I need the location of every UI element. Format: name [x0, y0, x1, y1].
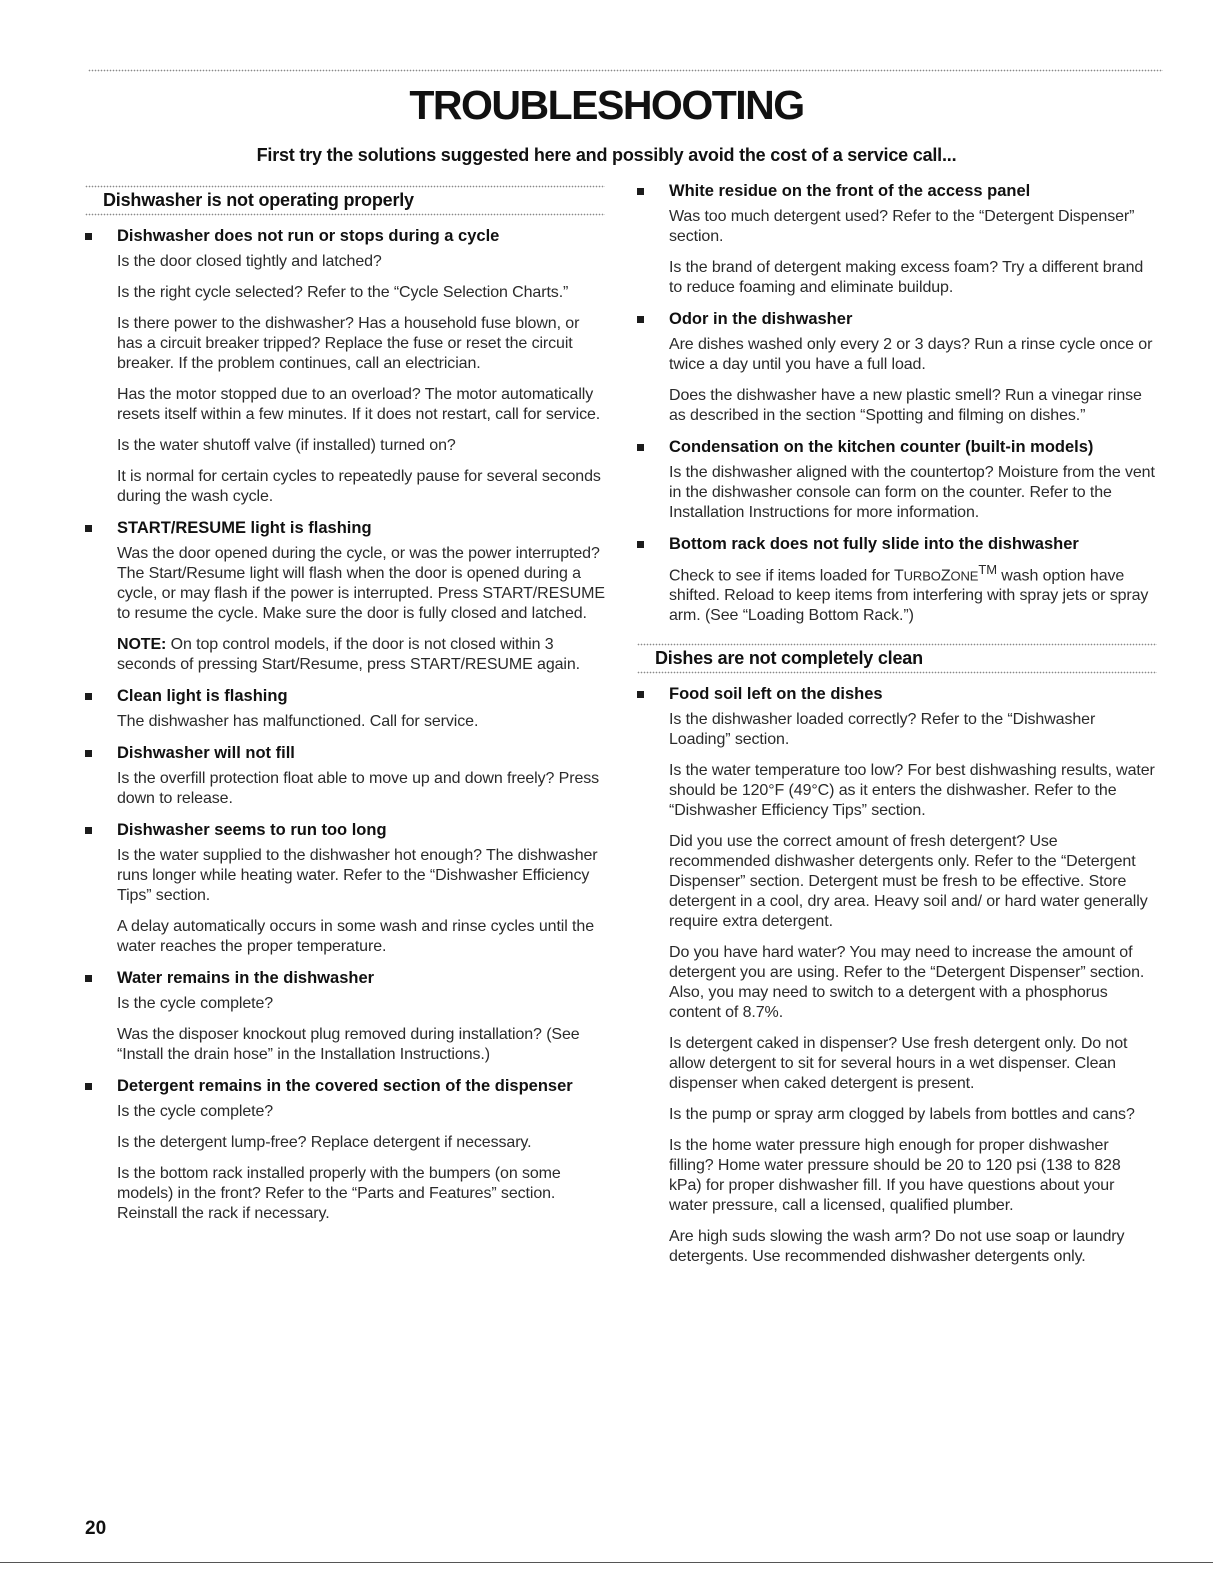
item-paragraph: Is the water temperature too low? For best dishwashing results, water should be 120°F (49°C) as it enters the dishwasher. Refer to the “Dishwasher Efficiency Tips” section.: [669, 762, 1155, 820]
item-paragraph: Is the dishwasher aligned with the countertop? Moisture from the vent in the dishwasher console can form on the counter. Refer to the Installation Instructions for more information.: [669, 464, 1155, 521]
trademark-mark: TM: [978, 562, 997, 577]
troubleshooting-item: [637, 684, 1157, 1267]
item-paragraph: Is the cycle complete?: [117, 995, 274, 1012]
item-title: Dishwasher does not run or stops during a cycle: [117, 227, 500, 245]
item-title: Food soil left on the dishes: [669, 685, 883, 704]
top-dotted-rule: [88, 69, 1163, 72]
section-title: Dishes are not completely clean: [655, 648, 923, 669]
note-text: On top control models, if the door is not closed within 3 seconds of pressing Start/Resume, press START/RESUME again.: [117, 636, 581, 673]
item-paragraph: Is the detergent lump-free? Replace detergent if necessary.: [117, 1134, 532, 1151]
item-paragraph: A delay automatically occurs in some wash and rinse cycles until the water reaches the proper temperature.: [117, 918, 594, 955]
item-title: White residue on the front of the access panel: [669, 182, 1031, 200]
troubleshooting-item: [85, 1076, 605, 1224]
item-title: Odor in the dishwasher: [669, 310, 853, 328]
page-number: 20: [85, 1518, 107, 1539]
item-title: Dishwasher will not fill: [117, 744, 295, 762]
troubleshooting-item: [85, 743, 605, 809]
item-paragraph: Was too much detergent used? Refer to the “Detergent Dispenser” section.: [669, 208, 1135, 245]
item-title: Bottom rack does not fully slide into the dishwasher: [669, 535, 1079, 553]
item-paragraph: Is the water shutoff valve (if installed) turned on?: [117, 437, 456, 454]
troubleshooting-item: [637, 181, 1157, 298]
item-paragraph: Did you use the correct amount of fresh detergent? Use recommended dishwasher detergents only. Refer to the “Detergent Dispenser” section. Detergent must be fresh to be effective. Store detergent in a cool, dry area. Heavy soil and/ or hard water generally require extra detergent.: [669, 833, 1148, 931]
square-bullet-icon: [85, 750, 92, 757]
text-run: Z: [940, 567, 951, 585]
item-paragraph: It is normal for certain cycles to repeatedly pause for several seconds during the wash cycle.: [117, 468, 601, 505]
item-paragraph: Is the overfill protection float able to move up and down freely? Press down to release.: [117, 770, 600, 807]
square-bullet-icon: [85, 975, 92, 982]
page-subtitle: First try the solutions suggested here and possibly avoid the cost of a service call...: [256, 145, 957, 165]
page-title: TROUBLESHOOTING: [409, 82, 804, 128]
item-title: Condensation on the kitchen counter (built-in models): [669, 438, 1094, 456]
section-header: [637, 643, 1157, 674]
troubleshooting-item: [637, 309, 1157, 426]
item-paragraph: Was the disposer knockout plug removed during installation? (See “Install the drain hose” in the Installation Instructions.): [117, 1026, 580, 1063]
square-bullet-icon: [85, 1083, 92, 1090]
square-bullet-icon: [85, 525, 92, 532]
item-title: Detergent remains in the covered section of the dispenser: [117, 1077, 573, 1095]
item-paragraph: Is the water supplied to the dishwasher hot enough? The dishwasher runs longer while heating water. Refer to the “Dishwasher Efficiency Tips” section.: [117, 847, 598, 904]
item-paragraph: Are high suds slowing the wash arm? Do not use soap or laundry detergents. Use recommended dishwasher detergents only.: [669, 1228, 1125, 1266]
item-paragraph: Is there power to the dishwasher? Has a household fuse blown, or has a circuit breaker tripped? Replace the fuse or reset the circuit breaker. If the problem continues, call an electrician.: [117, 315, 580, 372]
item-paragraph: Is the bottom rack installed properly with the bumpers (on some models) in the front? Refer to the “Parts and Features” section. Reinstall the rack if necessary.: [117, 1165, 561, 1222]
troubleshooting-item: [637, 534, 1157, 626]
right-column: [637, 181, 1157, 1278]
square-bullet-icon: [85, 233, 92, 240]
dotted-rule: [85, 213, 605, 216]
section-title: Dishwasher is not operating properly: [103, 190, 414, 210]
smallcaps-run: URBO: [903, 568, 941, 584]
item-paragraph: Is detergent caked in dispenser? Use fresh detergent only. Do not allow detergent to sit for several hours in a wet dispenser. Clean dispenser when caked detergent is present.: [669, 1035, 1128, 1093]
square-bullet-icon: [637, 188, 644, 195]
item-paragraph: Is the dishwasher loaded correctly? Refer to the “Dishwasher Loading” section.: [669, 711, 1096, 749]
item-title: Water remains in the dishwasher: [117, 969, 375, 987]
square-bullet-icon: [85, 693, 92, 700]
troubleshooting-item: [85, 518, 605, 675]
troubleshooting-item: [637, 437, 1157, 523]
item-paragraph: Has the motor stopped due to an overload? The motor automatically resets itself within a few minutes. If it does not restart, call for service.: [117, 386, 601, 423]
section-header: [85, 185, 605, 216]
item-paragraph: Do you have hard water? You may need to increase the amount of detergent you are using. Refer to the “Detergent Dispenser” section. Also, you may need to switch to a detergent with a phosphorus content of 8.7%.: [669, 944, 1145, 1022]
text-run: wash option have shifted. Reload to keep items from interfering with spray jets or spray arm. (See “Loading Bottom Rack.”): [669, 567, 1149, 625]
item-title: Clean light is flashing: [117, 687, 288, 705]
item-paragraph: Is the brand of detergent making excess foam? Try a different brand to reduce foaming and eliminate buildup.: [669, 259, 1144, 296]
note-paragraph: [117, 635, 605, 675]
square-bullet-icon: [637, 444, 644, 451]
troubleshooting-item: [85, 820, 605, 957]
item-title: Dishwasher seems to run too long: [117, 821, 387, 839]
item-paragraph: [669, 560, 1157, 626]
item-paragraph: Was the door opened during the cycle, or was the power interrupted? The Start/Resume light will flash when the door is opened during a cycle, or may flash if the power is interrupted. Press START/RESUME to resume the cycle. Make sure the door is fully closed and latched.: [117, 545, 605, 622]
item-paragraph: Are dishes washed only every 2 or 3 days? Run a rinse cycle once or twice a day until you have a full load.: [669, 336, 1153, 373]
square-bullet-icon: [637, 691, 644, 698]
dotted-rule: [637, 671, 1157, 674]
item-paragraph: Is the pump or spray arm clogged by labels from bottles and cans?: [669, 1106, 1135, 1124]
item-title: START/RESUME light is flashing: [117, 519, 372, 537]
troubleshooting-item: [85, 686, 605, 732]
text-run: Check to see if items loaded for T: [669, 567, 904, 585]
item-paragraph: Is the right cycle selected? Refer to the “Cycle Selection Charts.”: [117, 284, 569, 301]
square-bullet-icon: [637, 316, 644, 323]
square-bullet-icon: [637, 541, 644, 548]
item-paragraph: The dishwasher has malfunctioned. Call for service.: [117, 713, 479, 730]
troubleshooting-item: [85, 226, 605, 507]
square-bullet-icon: [85, 827, 92, 834]
troubleshooting-item: [85, 968, 605, 1065]
note-label: NOTE:: [117, 636, 167, 653]
item-paragraph: Is the home water pressure high enough for proper dishwasher filling? Home water pressure should be 20 to 120 psi (138 to 828 kPa) for proper dishwasher fill. If you have questions about your water pressure, call a licensed, qualified plumber.: [669, 1137, 1121, 1215]
left-column: [85, 185, 605, 1235]
smallcaps-run: ONE: [950, 568, 979, 584]
item-paragraph: Does the dishwasher have a new plastic smell? Run a vinegar rinse as described in the section “Spotting and filming on dishes.”: [669, 387, 1142, 424]
item-paragraph: Is the door closed tightly and latched?: [117, 253, 382, 270]
item-paragraph: Is the cycle complete?: [117, 1103, 274, 1120]
bottom-rule: [0, 1562, 1213, 1563]
